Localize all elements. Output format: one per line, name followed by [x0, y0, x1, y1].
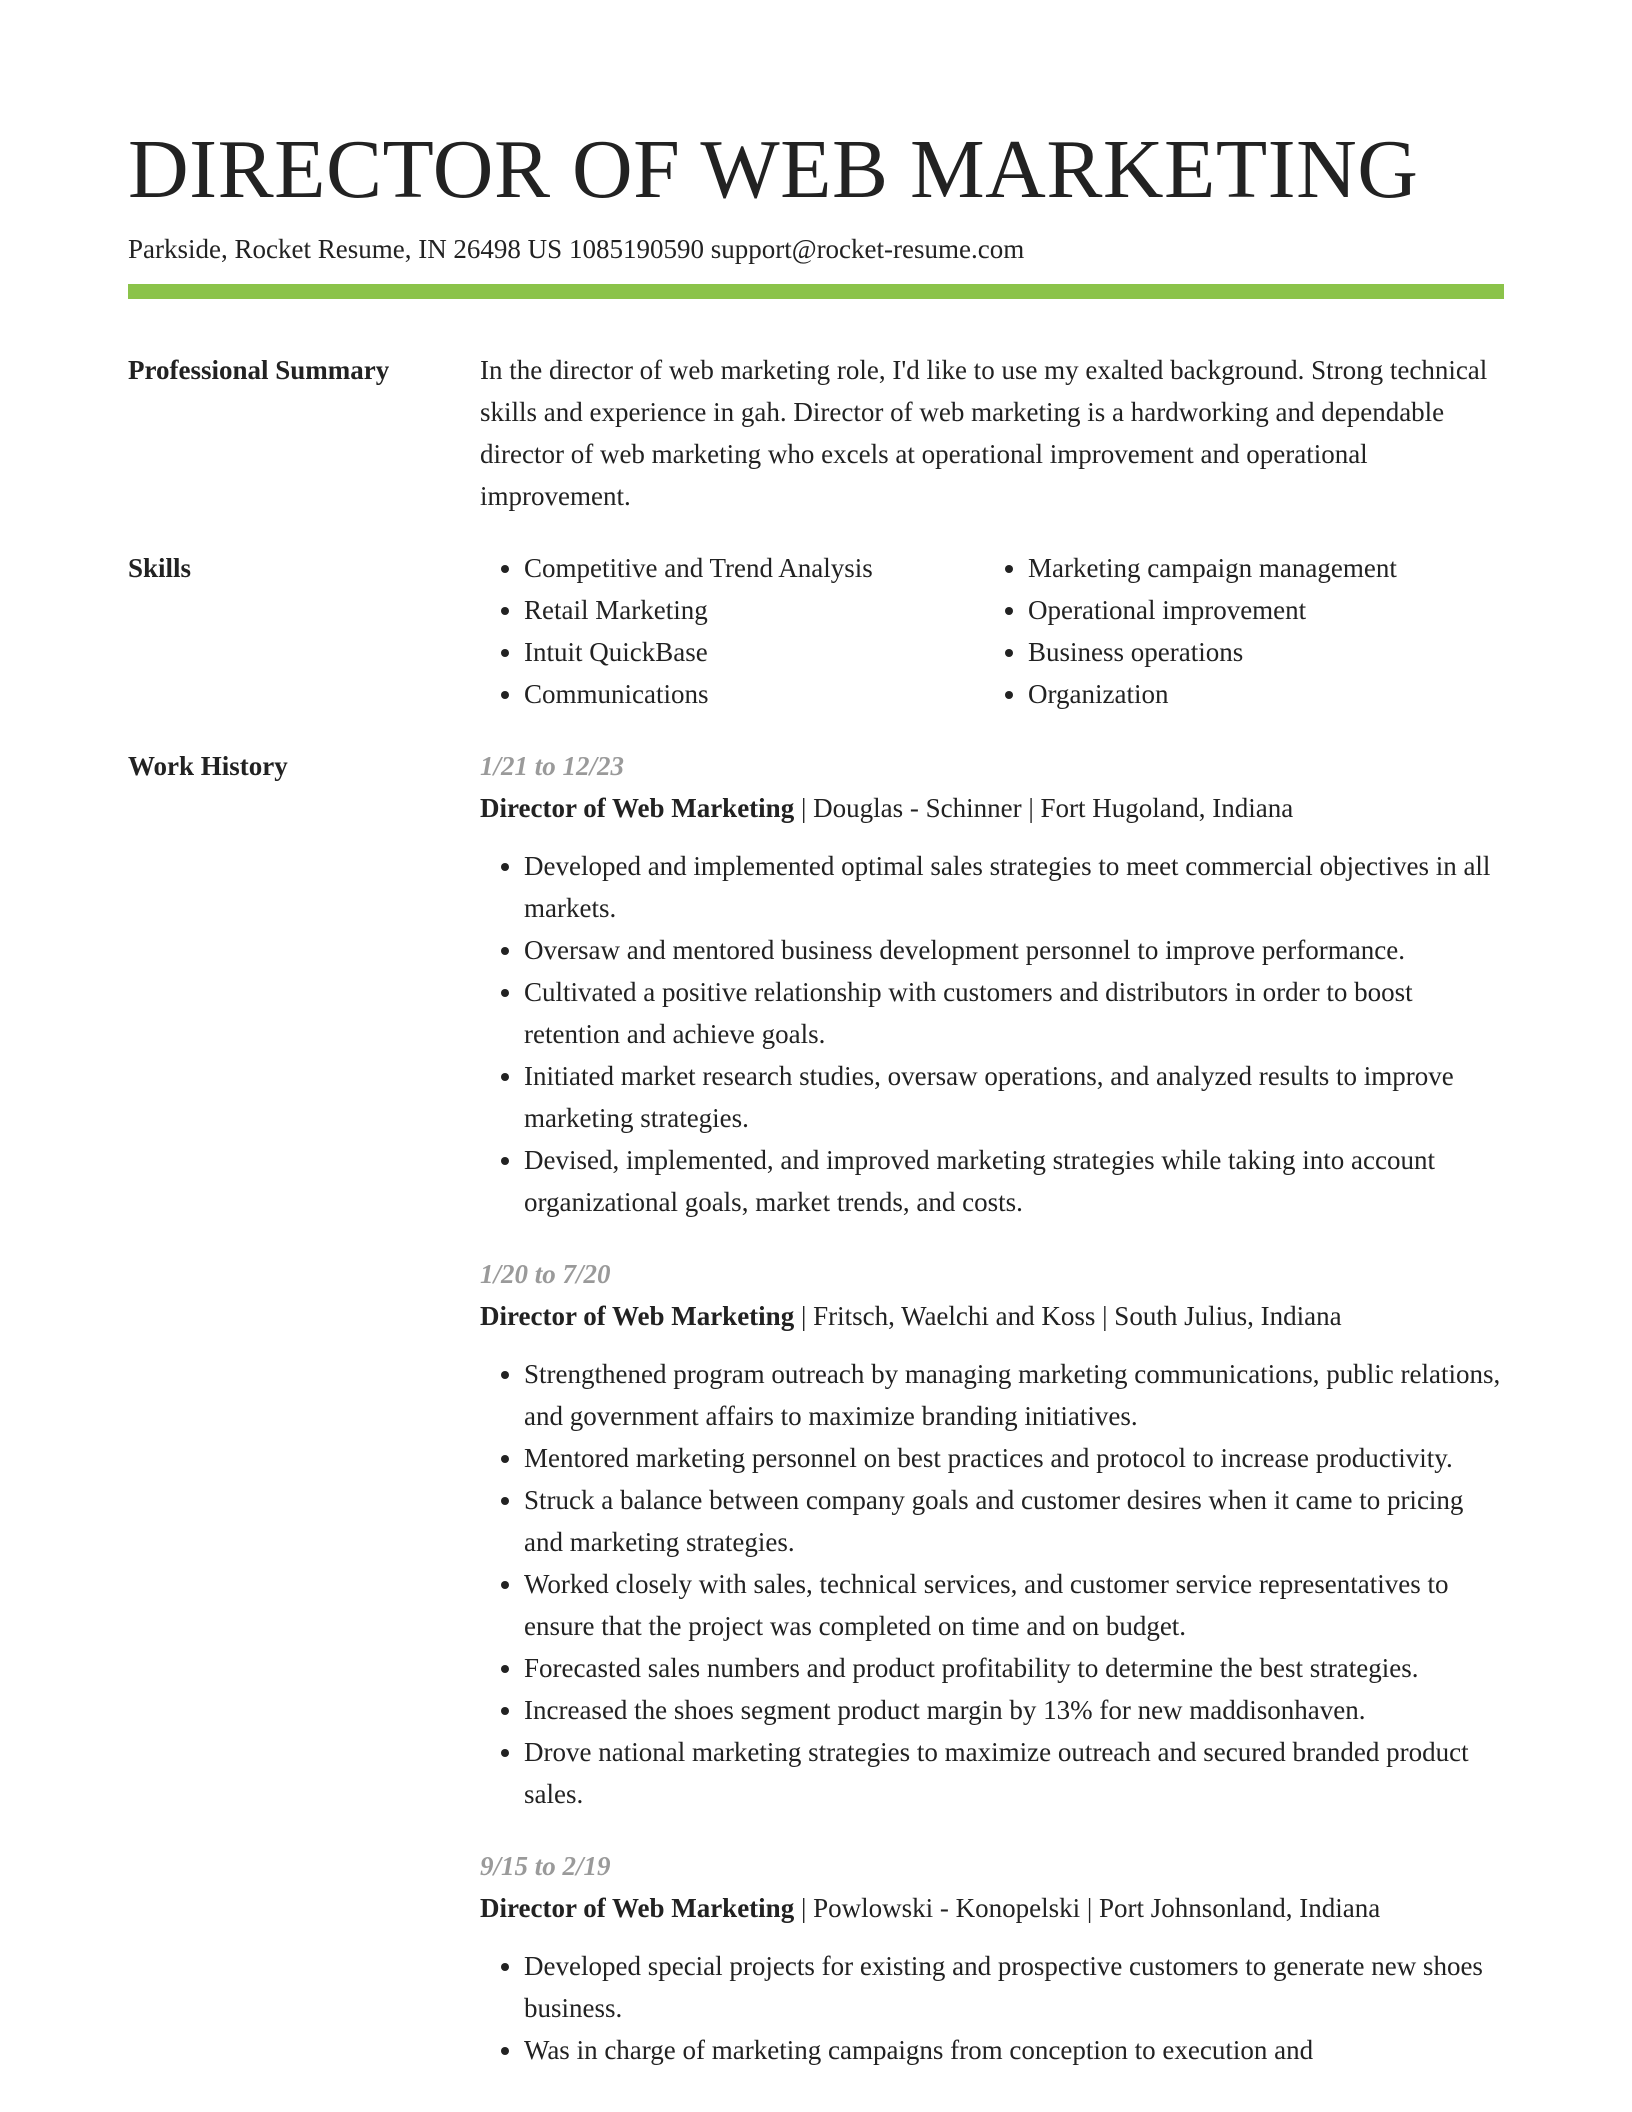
job-dates: 1/21 to 12/23	[480, 751, 625, 781]
skills-section	[128, 547, 1504, 715]
job-heading	[480, 1887, 1504, 1929]
contact-line: Parkside, Rocket Resume, IN 26498 US 1085190590 support@rocket-resume.com	[128, 234, 1025, 264]
skill-item: • Intuit QuickBase	[524, 631, 984, 673]
skill-item: • Competitive and Trend Analysis	[524, 547, 984, 589]
skill-item: • Operational improvement	[1028, 589, 1488, 631]
job-bullet: • Developed special projects for existing and prospective customers to generate new shoes business.	[524, 1945, 1504, 2029]
work-history-list	[480, 745, 1504, 2071]
job-heading	[480, 1295, 1504, 1337]
accent-divider	[128, 284, 1504, 299]
job-bullet: • Forecasted sales numbers and product profitability to determine the best strategies.	[524, 1647, 1504, 1689]
job-title: Director of Web Marketing	[480, 793, 795, 823]
resume-title: DIRECTOR OF WEB MARKETING	[128, 123, 1419, 216]
job-title: Director of Web Marketing	[480, 1301, 795, 1331]
job-bullet: • Developed and implemented optimal sales strategies to meet commercial objectives in all markets.	[524, 845, 1504, 929]
skill-item: • Marketing campaign management	[1028, 547, 1488, 589]
job-entry	[480, 1253, 1504, 1815]
summary-text: In the director of web marketing role, I'd like to use my exalted background. Strong technical skills and experience in gah. Director of web marketing is a hardworking and dependable director of web marketing who excels at operational improvement and operational improvement.	[480, 355, 1488, 511]
job-dates: 1/20 to 7/20	[480, 1259, 611, 1289]
section-label-summary: Professional Summary	[128, 355, 390, 385]
skill-item: • Business operations	[1028, 631, 1488, 673]
job-bullets	[480, 1353, 1504, 1815]
skills-column-left	[480, 547, 984, 715]
job-bullet: • Was in charge of marketing campaigns from conception to execution and	[524, 2029, 1504, 2071]
job-bullet: • Increased the shoes segment product margin by 13% for new maddisonhaven.	[524, 1689, 1504, 1731]
skill-item: • Communications	[524, 673, 984, 715]
job-bullet: • Drove national marketing strategies to maximize outreach and secured branded product sales.	[524, 1731, 1504, 1815]
job-bullet: • Struck a balance between company goals and customer desires when it came to pricing and marketing strategies.	[524, 1479, 1504, 1563]
section-label-work: Work History	[128, 751, 288, 781]
section-label-skills: Skills	[128, 553, 192, 583]
job-bullet: • Mentored marketing personnel on best practices and protocol to increase productivity.	[524, 1437, 1504, 1479]
professional-summary-section	[128, 349, 1504, 517]
job-bullet: • Cultivated a positive relationship with customers and distributors in order to boost retention and achieve goals.	[524, 971, 1504, 1055]
job-heading	[480, 787, 1504, 829]
work-history-section	[128, 745, 1504, 2071]
job-bullet: • Initiated market research studies, oversaw operations, and analyzed results to improve marketing strategies.	[524, 1055, 1504, 1139]
job-company-location: | Fritsch, Waelchi and Koss | South Julius, Indiana	[794, 1301, 1342, 1331]
job-entry	[480, 1845, 1504, 2071]
job-bullet: • Oversaw and mentored business development personnel to improve performance.	[524, 929, 1504, 971]
skill-item: • Organization	[1028, 673, 1488, 715]
resume-page	[128, 0, 1504, 2071]
job-company-location: | Powlowski - Konopelski | Port Johnsonland, Indiana	[794, 1893, 1381, 1923]
job-bullets	[480, 1945, 1504, 2071]
job-title: Director of Web Marketing	[480, 1893, 795, 1923]
job-bullet: • Strengthened program outreach by managing marketing communications, public relations, and government affairs to maximize branding initiatives.	[524, 1353, 1504, 1437]
job-bullet: • Devised, implemented, and improved marketing strategies while taking into account organizational goals, market trends, and costs.	[524, 1139, 1504, 1223]
job-dates: 9/15 to 2/19	[480, 1851, 611, 1881]
skills-column-right	[984, 547, 1488, 715]
job-entry	[480, 745, 1504, 1223]
skills-grid	[480, 547, 1504, 715]
job-bullets	[480, 845, 1504, 1223]
job-company-location: | Douglas - Schinner | Fort Hugoland, Indiana	[794, 793, 1294, 823]
skill-item: • Retail Marketing	[524, 589, 984, 631]
job-bullet: • Worked closely with sales, technical services, and customer service representatives to ensure that the project was completed on time and on budget.	[524, 1563, 1504, 1647]
